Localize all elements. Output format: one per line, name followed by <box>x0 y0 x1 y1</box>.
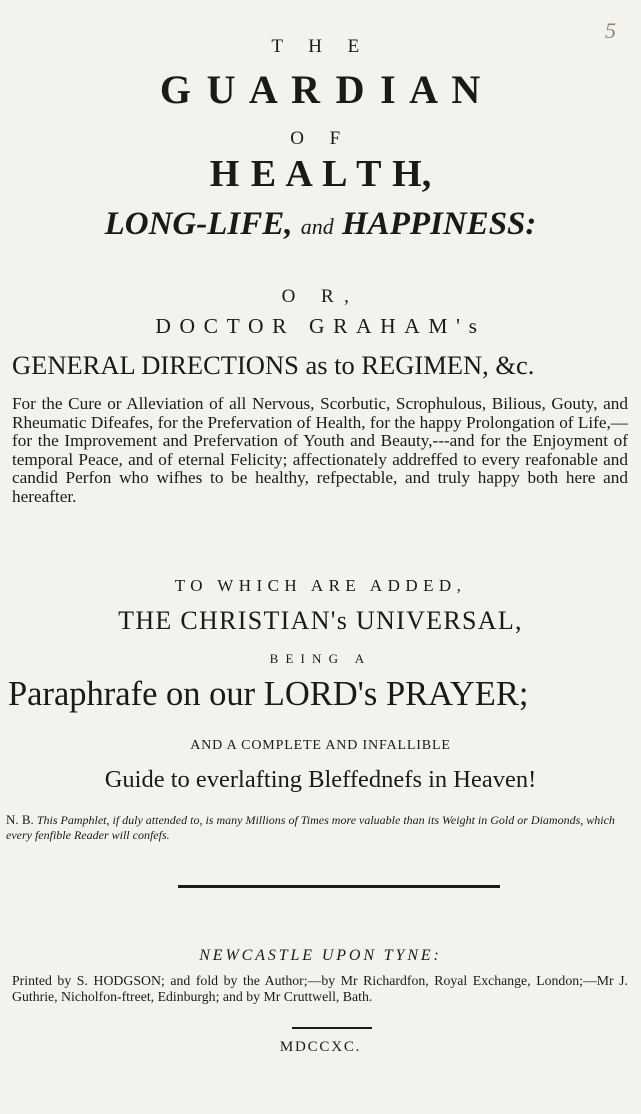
paraphrase-lords-prayer: Paraphrafe on our LORD's PRAYER; <box>8 675 529 713</box>
publication-year: MDCCXC. <box>279 1039 362 1055</box>
to-which-are-added: TO WHICH ARE ADDED, <box>174 576 467 595</box>
description-paragraph: For the Cure or Alleviation of all Nervous, Scorbutic, Scrophulous, Bilious, Gouty, and Rheumatic Difeafes, for the Prefervation of Health, for the happy Prolongation of Life,—for the Improvement and Prefervation of Youth and Beauty,---and for the Enjoyment of temporal Peace, and of eternal Felicity; affectionately addreffed to every reafonable and candid Perfon who wifhes to be healthy, refpectable, and truly happy both here and hereafter. <box>12 394 628 506</box>
short-rule <box>292 1027 372 1029</box>
complete-and-infallible: AND A COMPLETE AND INFALLIBLE <box>190 738 451 753</box>
being-a: BEING A <box>269 651 372 666</box>
nota-bene <box>6 812 632 843</box>
heading-or: O R, <box>281 286 360 307</box>
and-text: and <box>300 214 334 239</box>
long-life-text: LONG-LIFE, <box>104 206 293 242</box>
corner-handwritten-mark: 5 <box>605 18 616 43</box>
heading-the: T H E <box>271 36 370 57</box>
heading-doctor-graham: DOCTOR GRAHAM's <box>155 314 486 338</box>
place-of-publication: NEWCASTLE UPON TYNE: <box>199 947 442 964</box>
heading-health: H E A L T H, <box>209 153 432 195</box>
heading-of: O F <box>290 128 351 149</box>
christians-universal: THE CHRISTIAN's UNIVERSAL, <box>118 606 523 635</box>
guide-to-blessedness: Guide to everlafting Bleffednefs in Heaven! <box>104 766 537 793</box>
heading-long-life-happiness <box>0 206 641 243</box>
nota-bene-lead: N. B. <box>6 812 34 827</box>
heading-guardian: G U A R D I A N <box>159 67 482 112</box>
happiness-text: HAPPINESS: <box>342 206 537 242</box>
heading-general-directions: GENERAL DIRECTIONS as to REGIMEN, &c. <box>12 350 535 380</box>
ornamental-rule <box>178 885 500 888</box>
nota-bene-text: This Pamphlet, if duly attended to, is many Millions of Times more valuable than its Weight in Gold or Diamonds, which every fenfible Reader will confefs. <box>6 813 615 842</box>
imprint: Printed by S. HODGSON; and fold by the Author;—by Mr Richardfon, Royal Exchange, London;—Mr J. Guthrie, Nicholfon-ftreet, Edinburgh; and by Mr Cruttwell, Bath. <box>12 973 628 1004</box>
